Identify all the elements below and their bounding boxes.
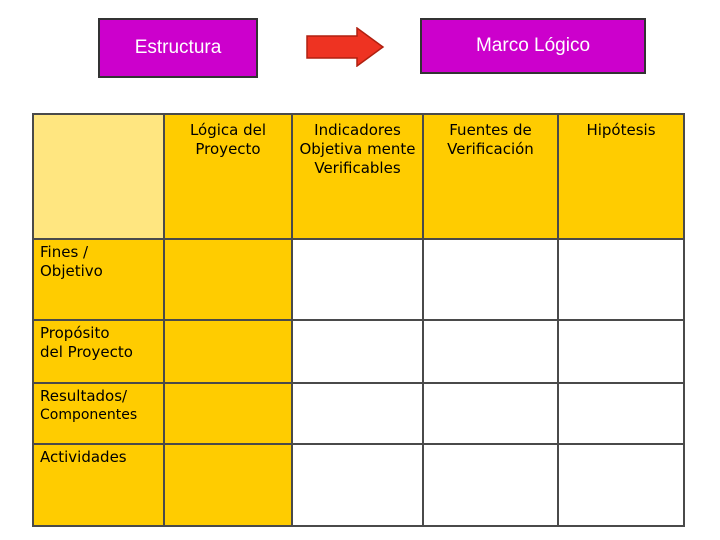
- row-label-actividades: [33, 444, 164, 526]
- cell-fines-logica: [164, 239, 292, 320]
- estructura-box: [98, 18, 258, 78]
- cell-resultados-indicadores: [292, 383, 423, 444]
- cell-proposito-fuentes: [423, 320, 558, 383]
- marco-logico-box: [420, 18, 646, 74]
- right-arrow-icon: [305, 27, 385, 67]
- cell-actividades-fuentes: [423, 444, 558, 526]
- logical-framework-matrix: [32, 113, 685, 527]
- matrix-corner-cell: [33, 114, 164, 239]
- row-label-fines-line1: Fines /: [40, 243, 89, 261]
- row-label-actividades-line1: Actividades: [40, 448, 127, 466]
- cell-resultados-logica: [164, 383, 292, 444]
- cell-proposito-hipotesis: [558, 320, 684, 383]
- cell-resultados-fuentes: [423, 383, 558, 444]
- cell-fines-hipotesis: [558, 239, 684, 320]
- cell-fines-indicadores: [292, 239, 423, 320]
- col-header-hipotesis-text: Hipótesis: [586, 121, 656, 139]
- cell-resultados-hipotesis: [558, 383, 684, 444]
- cell-actividades-logica: [164, 444, 292, 526]
- row-label-fines: [33, 239, 164, 320]
- marco-logico-label: Marco Lógico: [475, 35, 591, 56]
- cell-fines-fuentes: [423, 239, 558, 320]
- estructura-label: Estructura: [134, 37, 222, 58]
- row-label-fines-line2: Objetivo: [40, 262, 103, 280]
- row-label-proposito-line1: Propósito: [40, 324, 110, 342]
- row-label-proposito-line2: del Proyecto: [40, 343, 133, 361]
- row-label-resultados: [33, 383, 164, 444]
- col-header-hipotesis: [558, 114, 684, 239]
- row-label-resultados-line2: Componentes: [40, 407, 138, 423]
- row-label-proposito: [33, 320, 164, 383]
- col-header-fuentes-text: Fuentes de Verificación: [447, 121, 534, 158]
- col-header-logica: [164, 114, 292, 239]
- row-label-resultados-line1: Resultados/: [40, 387, 128, 405]
- col-header-logica-text: Lógica del Proyecto: [189, 121, 267, 158]
- col-header-fuentes: [423, 114, 558, 239]
- col-header-indicadores: [292, 114, 423, 239]
- col-header-indicadores-text: Indicadores Objetiva mente Verificables: [299, 121, 416, 177]
- cell-actividades-indicadores: [292, 444, 423, 526]
- cell-proposito-logica: [164, 320, 292, 383]
- cell-actividades-hipotesis: [558, 444, 684, 526]
- cell-proposito-indicadores: [292, 320, 423, 383]
